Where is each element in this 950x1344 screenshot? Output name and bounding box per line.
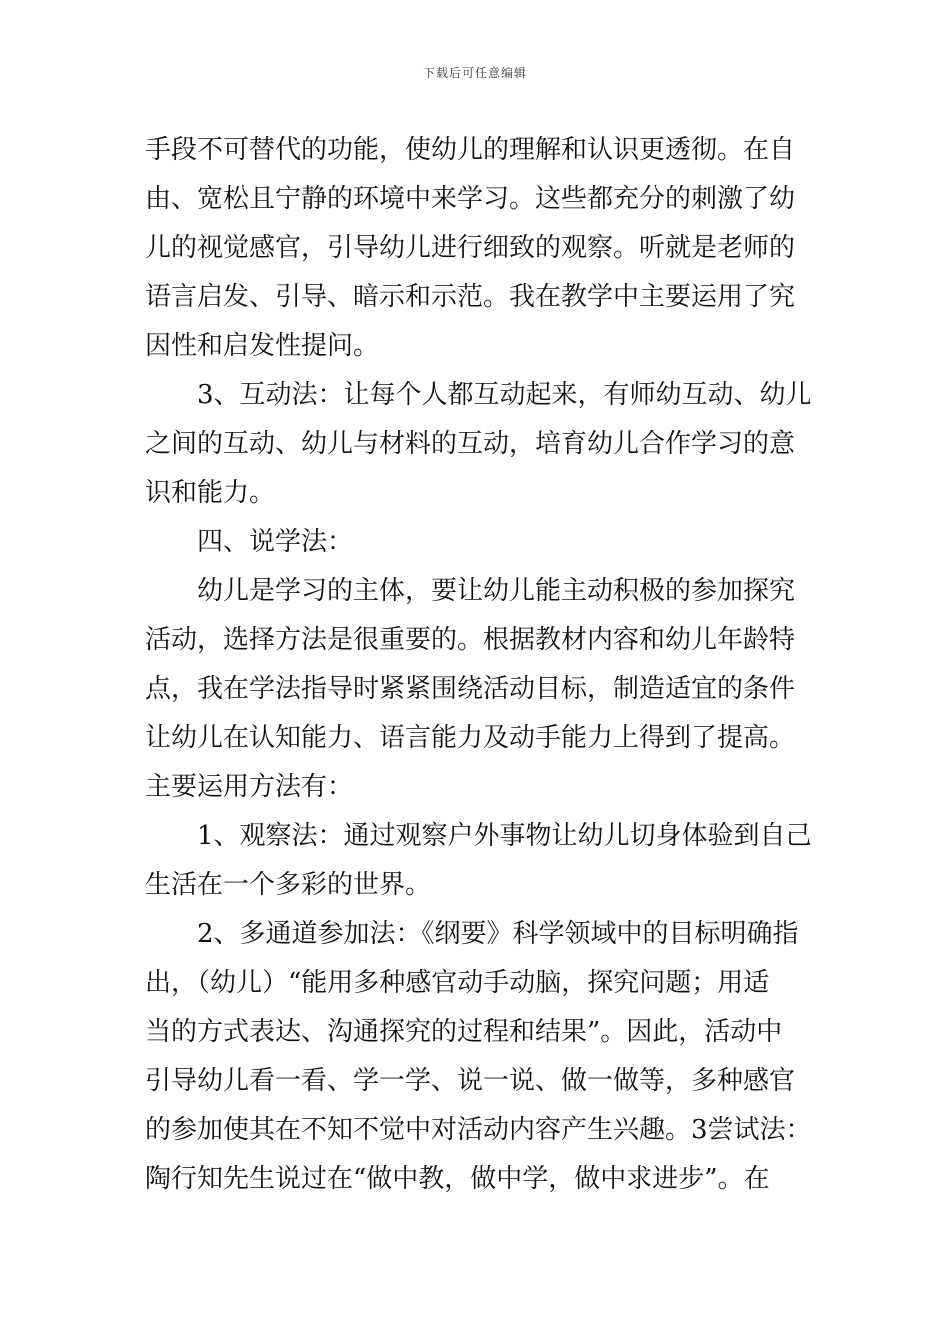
text-line: 儿的视觉感官，引导幼儿进行细致的观察。听就是老师的 [145, 233, 796, 263]
text-line: 点，我在学法指导时紧紧围绕活动目标，制造适宜的条件 [145, 674, 796, 704]
text-line: 手段不可替代的功能，使幼儿的理解和认识更透彻。在自 [145, 135, 796, 165]
text-line: 主要运用方法有： [145, 772, 354, 802]
text-line: 陶行知先生说过在“做中教，做中学，做中求进步”。在 [145, 1164, 770, 1194]
text-line: 1、观察法：通过观察户外事物让幼儿切身体验到自己 [197, 821, 812, 851]
text-line: 识和能力。 [145, 478, 276, 508]
text-line: 生活在一个多彩的世界。 [145, 870, 432, 900]
text-line: 幼儿是学习的主体，要让幼儿能主动积极的参加探究 [197, 576, 796, 606]
text-line: 让幼儿在认知能力、语言能力及动手能力上得到了提高。 [145, 723, 796, 753]
text-line: 因性和启发性提问。 [145, 331, 380, 361]
text-line: 的参加使其在不知不觉中对活动内容产生兴趣。3尝试法： [145, 1115, 812, 1145]
text-line: 活动，选择方法是很重要的。根据教材内容和幼儿年龄特 [145, 625, 796, 655]
text-line: 之间的互动、幼儿与材料的互动，培育幼儿合作学习的意 [145, 429, 796, 459]
text-line: 2、多通道参加法：《纲要》科学领域中的目标明确指 [197, 919, 799, 949]
text-line: 当的方式表达、沟通探究的过程和结果”。因此，活动中 [145, 1017, 783, 1047]
document-body [145, 126, 810, 1204]
section-heading: 四、说学法： [197, 527, 354, 557]
text-line: 出，（幼儿）“能用多种感官动手动脑，探究问题；用适 [145, 968, 770, 998]
text-line: 引导幼儿看一看、学一学、说一说、做一做等，多种感官 [145, 1066, 796, 1096]
text-line: 由、宽松且宁静的环境中来学习。这些都充分的刺激了幼 [145, 184, 796, 214]
page-header: 下载后可任意编辑 [422, 66, 527, 80]
text-line: 语言启发、引导、暗示和示范。我在教学中主要运用了究 [145, 282, 796, 312]
text-line: 3、互动法：让每个人都互动起来，有师幼互动、幼儿 [197, 380, 812, 410]
